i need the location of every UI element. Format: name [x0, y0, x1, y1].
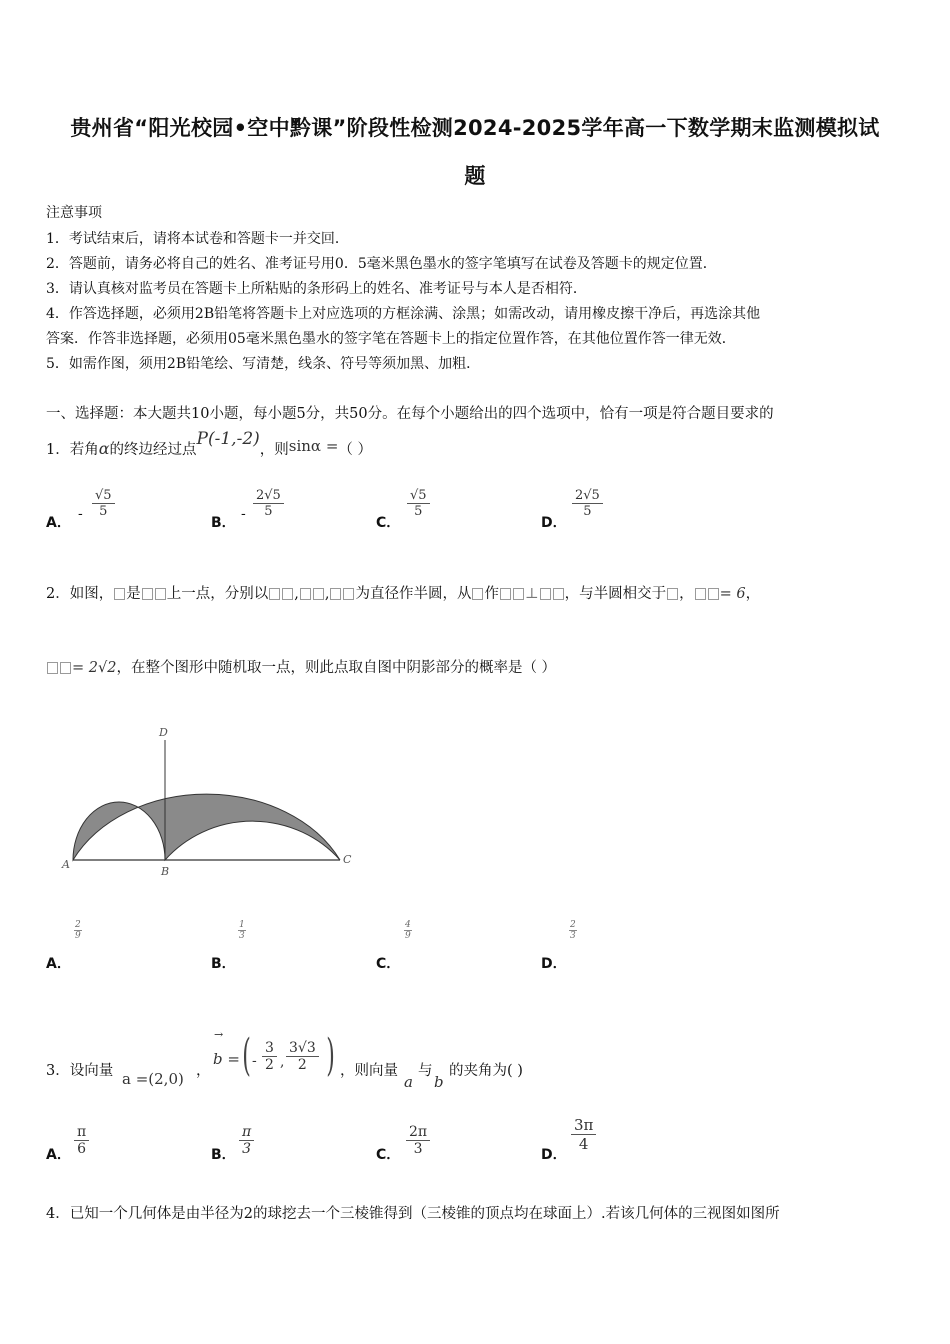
q3-option-c-label[interactable]: C． [376, 1147, 401, 1163]
question-2: 2．如图， 是 上一点，分别以 , , 为直径作半圆，从 作 ⊥ ，与半圆相交于 ， = 6， [46, 586, 761, 602]
q3-option-b-value: $\frac{\pi}{3}$ [239, 1124, 254, 1157]
label-c: C [343, 853, 352, 866]
note-item-4b: 答案．作答非选择题，必须用05毫米黑色墨水的签字笔在答题卡上的指定位置作答，在其他位置作答一律无效． [46, 331, 736, 347]
question-3-number: 3．设向量 [46, 1063, 114, 1079]
vector-b: b [434, 1073, 444, 1091]
sin-alpha: sinα = [288, 437, 339, 455]
q3-option-a-value: $\frac{\pi}{6}$ [74, 1124, 89, 1157]
note-item-3: 3．请认真核对监考员在答题卡上所粘贴的条形码上的姓名、准考证号与本人是否相符． [46, 281, 587, 297]
point-p: P(-1,-2) [196, 429, 260, 449]
q3-option-d-value: $\frac{3\pi}{4}$ [571, 1116, 596, 1153]
shaded-region [73, 794, 340, 860]
question-4: 4．已知一个几何体是由半径为2的球挖去一个三棱锥得到（三棱锥的顶点均在球面上）.若该几何体的三视图如图所 [46, 1206, 780, 1222]
semicircle-figure [55, 718, 365, 883]
note-item-2: 2．答题前，请务必将自己的姓名、准考证号用0．5毫米黑色墨水的签字笔填写在试卷及答题卡的规定位置． [46, 256, 717, 272]
question-2-line2: = 2√2，在整个图形中随机取一点，则此点取自图中阴影部分的概率是（ ） [46, 656, 556, 677]
q1-option-c-value: $\frac{√5}{5}$ [407, 488, 430, 519]
vector-arrow-icon: → [214, 1028, 224, 1041]
question-1: 1．若角α的终边经过点P(-1,-2)，则sinα =（ ） [46, 429, 373, 458]
q2-option-b-value: $\frac{1}{3}$ [239, 920, 245, 941]
q1-option-b-value: $\frac{2√5}{5}$ [253, 488, 284, 519]
label-b: B [161, 865, 170, 878]
vector-b-x: $\frac{3}{2}$ [262, 1040, 277, 1073]
q3-option-c-value: $\frac{2\pi}{3}$ [406, 1124, 430, 1157]
q1-option-a-label[interactable]: A． [46, 515, 71, 531]
q1-option-a-value: $\frac{√5}{5}$ [92, 488, 115, 519]
question-number: 1． [46, 442, 70, 458]
q2-option-c-value: $\frac{4}{9}$ [405, 920, 411, 941]
label-d: D [159, 726, 168, 739]
vector-a-definition: a =(2,0) [122, 1070, 184, 1088]
page-title: 贵州省“阳光校园•空中黔课”阶段性检测2024-2025学年高一下数学期末监测模拟试 [70, 116, 880, 140]
note-item-5: 5．如需作图，须用2B铅笔绘、写清楚，线条、符号等须加黑、加粗． [46, 356, 481, 372]
page-title-continued: 题 [464, 164, 486, 188]
q2-option-d-value: $\frac{2}{3}$ [570, 920, 576, 941]
q3-option-a-label[interactable]: A． [46, 1147, 71, 1163]
vector-b-lhs: b = [213, 1050, 240, 1068]
note-item-1: 1．考试结束后，请将本试卷和答题卡一并交回． [46, 231, 349, 247]
question-number: 2． [46, 586, 70, 602]
q3-option-b-label[interactable]: B． [211, 1147, 236, 1163]
q2-option-b-label[interactable]: B． [211, 956, 236, 972]
vector-b-y: $\frac{3√3}{2}$ [286, 1040, 319, 1073]
q2-option-d-label[interactable]: D． [541, 956, 567, 972]
q2-option-a-label[interactable]: A． [46, 956, 71, 972]
q1-option-c-label[interactable]: C． [376, 515, 401, 531]
q1-option-d-label[interactable]: D． [541, 515, 567, 531]
note-item-4a: 4．作答选择题，必须用2B铅笔将答题卡上对应选项的方框涂满、涂黑；如需改动，请用橡皮擦干净后，再选涂其他 [46, 306, 761, 322]
q1-option-d-value: $\frac{2√5}{5}$ [572, 488, 603, 519]
q1-option-b-label[interactable]: B． [211, 515, 236, 531]
section-heading: 一、选择题：本大题共10小题，每小题5分，共50分。在每个小题给出的四个选项中，恰有一项是符合题目要求的 [46, 406, 774, 422]
q2-option-c-label[interactable]: C． [376, 956, 401, 972]
label-a: A [62, 858, 70, 871]
vector-a: a [404, 1073, 413, 1091]
q3-option-d-label[interactable]: D． [541, 1147, 567, 1163]
q2-option-a-value: $\frac{2}{9}$ [75, 920, 81, 941]
notes-heading: 注意事项 [46, 205, 102, 221]
